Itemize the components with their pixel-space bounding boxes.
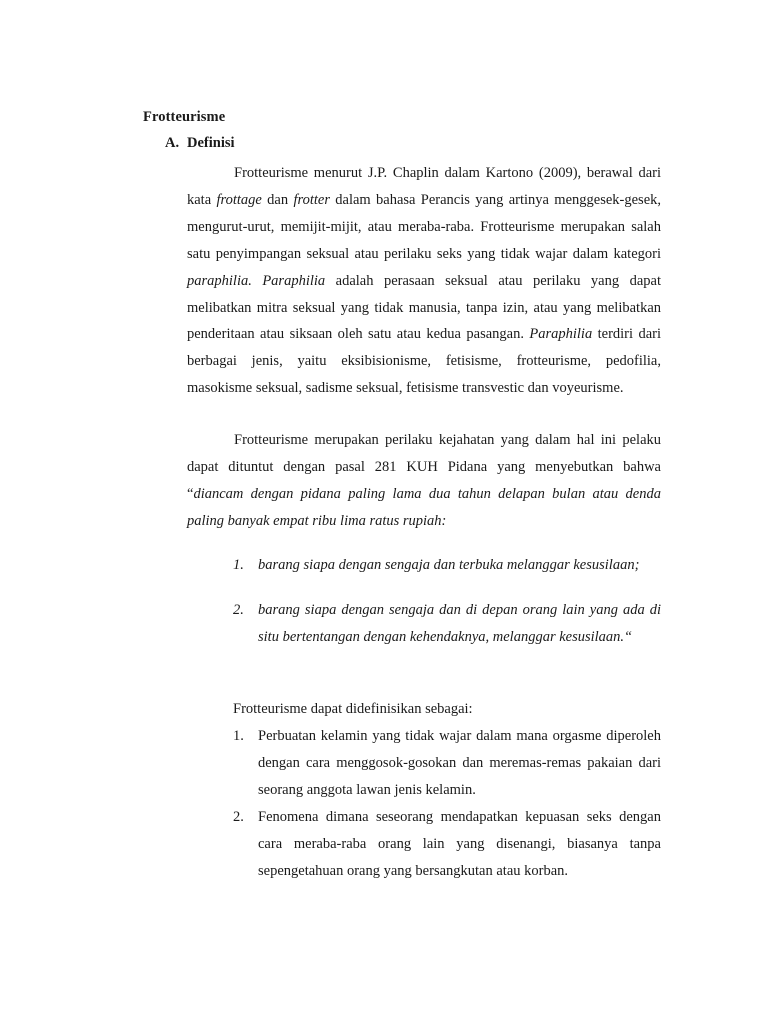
text-run: adalah perasaan seksual atau perilaku yang dapat melibatkan mitra seksual yang tidak manusia, tanpa izin, atau yang melibatkan penderitaan atau siksaan oleh satu atau kedua pasangan.	[187, 272, 661, 343]
list-number: 2.	[233, 602, 244, 618]
paragraph-legal	[187, 427, 661, 535]
text-run: terdiri dari berbagai jenis, yaitu eksibisionisme, fetisisme, frotteurisme, pedofilia, masokisme seksual, sadisme seksual, fetisisme transvestic dan voyeurisme.	[187, 326, 661, 397]
list-number: 1.	[233, 557, 244, 573]
text-run-italic: diancam dengan pidana paling lama dua tahun delapan bulan atau denda paling banyak empat ribu lima ratus rupiah:	[187, 485, 661, 529]
section-heading-text: Definisi	[187, 135, 235, 151]
text-run-italic: frottage	[216, 191, 262, 208]
text-run: dalam bahasa Perancis yang artinya menggesek-gesek, mengurut-urut, memijit-mijit, atau meraba-raba. Frotteurisme merupakan salah satu penyimpangan seksual atau perilaku seks yang tidak wajar dalam kategori	[187, 191, 662, 262]
text-run-italic: frotter	[293, 191, 330, 208]
open-quote: “	[187, 485, 194, 502]
quote-list-item	[233, 597, 661, 651]
list-item-text: barang siapa dengan sengaja dan terbuka melanggar kesusilaan;	[258, 557, 640, 573]
section-letter: A.	[165, 135, 180, 151]
list-number: 2.	[233, 808, 244, 825]
definition-list	[233, 723, 661, 884]
text-run: Frotteurisme merupakan perilaku kejahatan yang dalam hal ini pelaku dapat dituntut dengan pasal 281 KUH Pidana yang menyebutkan bahwa	[187, 432, 661, 475]
quote-list-item	[233, 552, 661, 579]
definition-intro: Frotteurisme dapat didefinisikan sebagai:	[233, 701, 473, 717]
text-run-italic: paraphilia. Paraphilia	[187, 272, 326, 289]
text-run: dan	[261, 191, 294, 208]
list-item-text: Perbuatan kelamin yang tidak wajar dalam mana orgasme diperoleh dengan cara menggosok-gosokan dan meremas-remas pakaian dari seorang anggota lawan jenis kelamin.	[258, 728, 661, 798]
text-run-italic: Paraphilia	[529, 326, 593, 343]
list-item	[233, 804, 661, 885]
document-title: Frotteurisme	[143, 109, 226, 125]
section-heading	[165, 135, 235, 152]
list-item-text: Fenomena dimana seseorang mendapatkan kepuasan seks dengan cara meraba-raba orang lain yang disenangi, biasanya tanpa sepengetahuan orang yang bersangkutan atau korban.	[258, 808, 661, 879]
paragraph-definition	[187, 160, 661, 402]
list-item-text: barang siapa dengan sengaja dan di depan orang lain yang ada di situ bertentangan dengan kehendaknya, melanggar kesusilaan.“	[258, 602, 661, 645]
list-item	[233, 723, 661, 804]
text-run: Frotteurisme menurut J.P. Chaplin dalam Kartono (2009), berawal dari kata	[187, 165, 661, 208]
list-number: 1.	[233, 728, 244, 744]
